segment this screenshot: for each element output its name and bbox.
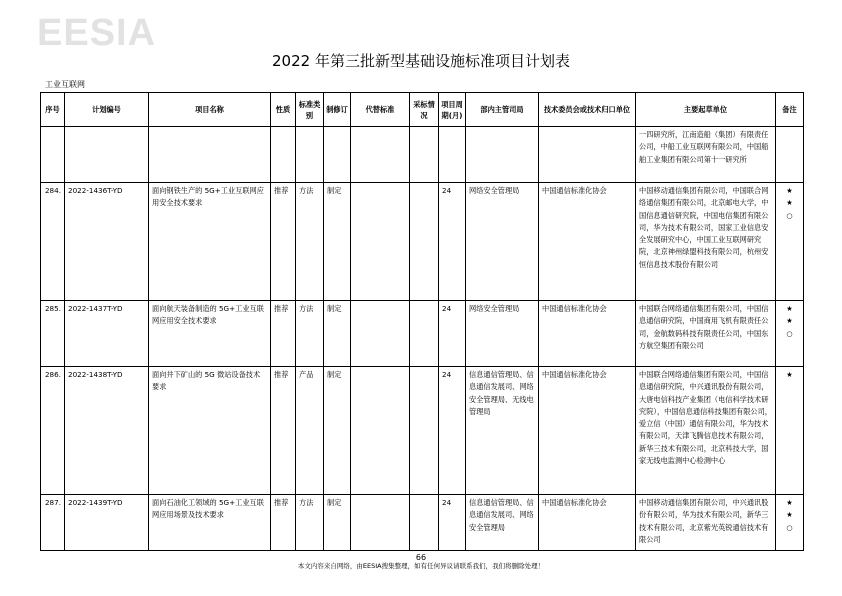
col-header-drafter: 主要起草单位 — [636, 93, 776, 127]
col-header-std-type: 标准类别 — [296, 93, 324, 127]
cell-org: 中国通信标准化协会 — [539, 495, 636, 551]
cell-nature: 推荐 — [271, 367, 296, 495]
cell-dept: 网络安全管理局 — [466, 301, 539, 367]
cell-replaced — [351, 367, 410, 495]
cell-name: 面向钢铁生产的 5G+工业互联网应用安全技术要求 — [149, 183, 271, 301]
cell-dept: 信息通信管理局、信息通信发展司、网络安全管理局 — [466, 495, 539, 551]
cell-adopt — [410, 183, 439, 301]
col-header-remark: 备注 — [776, 93, 804, 127]
cell-drafter: 中国联合网络通信集团有限公司，中国信息通信研究院，中国商用飞机有限责任公司，金航数码科技有限责任公司，中国东方航空集团有限公司 — [636, 301, 776, 367]
cell-revise: 制定 — [324, 301, 351, 367]
remark-star: ★ — [786, 198, 793, 208]
cell-adopt — [410, 495, 439, 551]
cell-seq: 285. — [41, 301, 65, 367]
cell-std-type: 产品 — [296, 367, 324, 495]
table-row-continuation — [41, 127, 804, 183]
col-header-plan-no: 计划编号 — [65, 93, 149, 127]
page-number: 66 — [415, 553, 427, 562]
cell-remark — [776, 495, 804, 551]
cell-cycle: 24 — [439, 301, 466, 367]
table-header-row — [41, 93, 804, 127]
cell-revise: 制定 — [324, 495, 351, 551]
table-row — [41, 183, 804, 301]
cell-nature: 推荐 — [271, 301, 296, 367]
cell-std-type: 方法 — [296, 183, 324, 301]
cell-seq: 287. — [41, 495, 65, 551]
cell-org: 中国通信标准化协会 — [539, 301, 636, 367]
cell-remark — [776, 301, 804, 367]
cell-std-type: 方法 — [296, 495, 324, 551]
cell-revise: 制定 — [324, 183, 351, 301]
remark-circle: ○ — [786, 328, 793, 338]
cell-org: 中国通信标准化协会 — [539, 367, 636, 495]
col-header-replaced: 代替标准 — [351, 93, 410, 127]
cell-nature: 推荐 — [271, 183, 296, 301]
cell-seq: 284. — [41, 183, 65, 301]
remark-circle: ○ — [786, 522, 793, 532]
cell-drafter: 一四研究所，江南造船（集团）有限责任公司，中船工业互联网有限公司，中国船舶工业集团有限公司第十一研究所 — [636, 127, 776, 183]
cell-plan-no: 2022-1439T-YD — [65, 495, 149, 551]
cell-remark — [776, 367, 804, 495]
cell-drafter: 中国移动通信集团有限公司，中兴通讯股份有限公司，华为技术有限公司，新华三技术有限公司，北京紫光英锐通信技术有限公司 — [636, 495, 776, 551]
table-row — [41, 495, 804, 551]
remark-circle: ○ — [786, 210, 793, 220]
remark-star: ★ — [786, 304, 793, 313]
col-header-seq: 序号 — [41, 93, 65, 127]
eesia-logo: EESIA — [37, 12, 157, 54]
col-header-dept: 部内主管司局 — [466, 93, 539, 127]
cell-cycle: 24 — [439, 367, 466, 495]
remark-star: ★ — [786, 316, 793, 326]
remark-star: ★ — [786, 370, 793, 379]
remark-star: ★ — [786, 510, 793, 520]
cell-adopt — [410, 367, 439, 495]
cell-name: 面向井下矿山的 5G 微站设备技术要求 — [149, 367, 271, 495]
col-header-revise: 制修订 — [324, 93, 351, 127]
cell-cycle: 24 — [439, 495, 466, 551]
section-label: 工业互联网 — [45, 80, 85, 89]
col-header-nature: 性质 — [271, 93, 296, 127]
cell-name: 面向石油化工领域的 5G+工业互联网应用场景及技术要求 — [149, 495, 271, 551]
cell-adopt — [410, 301, 439, 367]
cell-replaced — [351, 301, 410, 367]
footer-note: 本文内容来自网络，由EESIA搜集整理，如有任何异议请联系我们，我们将删除处理！ — [297, 562, 545, 570]
cell-drafter: 中国联合网络通信集团有限公司，中国信息通信研究院，中兴通讯股份有限公司，大唐电信科技产业集团（电信科学技术研究院），中国信息通信科技集团有限公司，爱立信（中国）通信有限公司，华为技术有限公司，天津飞腾信息技术有限公司，新华三技术有限公司，北京科技大学，国家无线电监测中心检测中心 — [636, 367, 776, 495]
cell-dept: 网络安全管理局 — [466, 183, 539, 301]
remark-star: ★ — [786, 498, 793, 507]
cell-plan-no: 2022-1436T-YD — [65, 183, 149, 301]
cell-replaced — [351, 183, 410, 301]
cell-seq: 286. — [41, 367, 65, 495]
cell-cycle: 24 — [439, 183, 466, 301]
cell-drafter: 中国移动通信集团有限公司，中国联合网络通信集团有限公司，北京邮电大学，中国信息通信研究院，中国电信集团有限公司，华为技术有限公司，国家工业信息安全发展研究中心，中国工业互联网研究院，北京神州绿盟科技有限公司，杭州安恒信息技术股份有限公司 — [636, 183, 776, 301]
cell-remark — [776, 183, 804, 301]
col-header-name: 项目名称 — [149, 93, 271, 127]
col-header-cycle: 项目周期(月) — [439, 93, 466, 127]
cell-org: 中国通信标准化协会 — [539, 183, 636, 301]
cell-dept: 信息通信管理局、信息通信发展司、网络安全管理局、无线电管理局 — [466, 367, 539, 495]
cell-revise: 制定 — [324, 367, 351, 495]
cell-name: 面向航天装备制造的 5G+工业互联网应用安全技术要求 — [149, 301, 271, 367]
cell-replaced — [351, 495, 410, 551]
cell-plan-no: 2022-1438T-YD — [65, 367, 149, 495]
table-row — [41, 301, 804, 367]
col-header-org: 技术委员会或技术归口单位 — [539, 93, 636, 127]
remark-star: ★ — [786, 186, 793, 195]
col-header-adopt: 采标情况 — [410, 93, 439, 127]
table-row — [41, 367, 804, 495]
page-title: 2022 年第三批新型基础设施标准项目计划表 — [272, 52, 570, 70]
cell-nature: 推荐 — [271, 495, 296, 551]
cell-plan-no: 2022-1437T-YD — [65, 301, 149, 367]
standards-table — [40, 92, 804, 551]
cell-std-type: 方法 — [296, 301, 324, 367]
